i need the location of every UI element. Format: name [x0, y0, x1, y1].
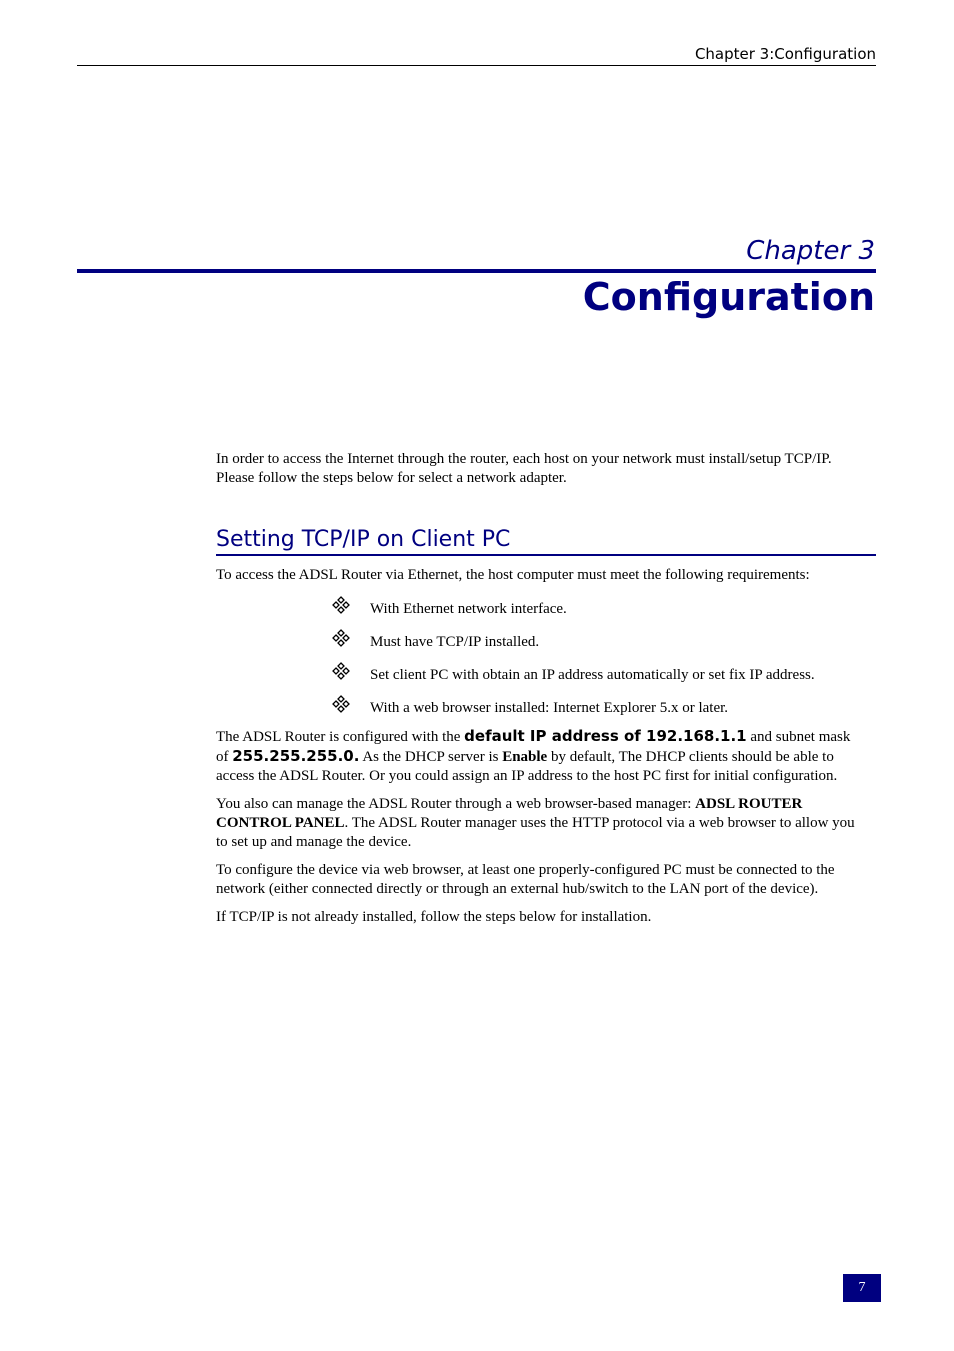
- running-header: Chapter 3:Configuration: [77, 45, 876, 66]
- default-ip-value: default IP address of 192.168.1.1: [464, 727, 747, 745]
- p1-text-4: by default, The DHCP clients should be able to access the ADSL Router. Or you could assign an IP address to the host PC first for initial configuration.: [216, 749, 838, 784]
- intro-paragraph: In order to access the Internet through the router, each host on your network must install/setup TCP/IP. Please follow the steps below for select a network adapter.: [216, 451, 832, 486]
- subnet-mask-value: 255.255.255.0.: [232, 747, 360, 765]
- p1-text-1: The ADSL Router is configured with the: [216, 729, 465, 745]
- page-number: 7: [843, 1274, 881, 1302]
- list-item-text: With Ethernet network interface.: [370, 601, 567, 617]
- install-note-paragraph: If TCP/IP is not already installed, follow the steps below for installation.: [216, 909, 652, 925]
- diamond-cluster-icon: [332, 596, 350, 614]
- list-item-text: Must have TCP/IP installed.: [370, 634, 540, 650]
- diamond-cluster-icon: [332, 695, 350, 713]
- diamond-cluster-icon: [332, 662, 350, 680]
- p1-text-2: and subnet mask of: [216, 729, 851, 765]
- requirements-list: [216, 600, 864, 727]
- list-item-text: Set client PC with obtain an IP address automatically or set fix IP address.: [370, 667, 815, 683]
- dhcp-state: Enable: [502, 749, 548, 765]
- diamond-cluster-icon: [332, 629, 350, 647]
- web-config-paragraph: To configure the device via web browser, at least one properly-configured PC must be connected to the network (either connected directly or through an external hub/switch to the LAN port of the device).: [216, 862, 835, 897]
- default-ip-paragraph: [216, 727, 864, 786]
- section-heading: Setting TCP/IP on Client PC: [216, 526, 876, 556]
- list-item: [216, 666, 864, 699]
- control-panel-paragraph: [216, 795, 864, 852]
- list-item: [216, 600, 864, 633]
- list-item: [216, 699, 864, 727]
- requirements-lead: To access the ADSL Router via Ethernet, the host computer must meet the following requirements:: [216, 567, 810, 583]
- list-item-text: With a web browser installed: Internet Explorer 5.x or later.: [370, 700, 729, 716]
- list-item: [216, 633, 864, 666]
- control-panel-name: ADSL ROUTER CONTROL PANEL: [216, 796, 803, 831]
- section-body: [216, 566, 864, 936]
- chapter-rule: [77, 269, 876, 273]
- chapter-label: Chapter 3: [746, 236, 875, 266]
- p1-text-3: As the DHCP server is: [359, 749, 503, 765]
- chapter-title: Configuration: [582, 275, 875, 319]
- p2-text-2: . The ADSL Router manager uses the HTTP protocol via a web browser to allow you to set up and manage the device.: [216, 815, 855, 850]
- p2-text-1: You also can manage the ADSL Router through a web browser-based manager:: [216, 796, 696, 812]
